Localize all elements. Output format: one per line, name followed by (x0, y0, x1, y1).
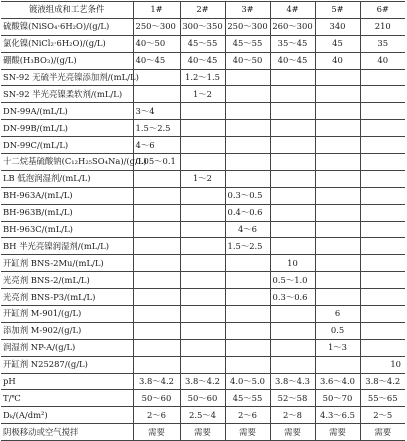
cell-bath-1 (133, 221, 180, 238)
cell-bath-5: 4.3～6.5 (315, 407, 360, 424)
cell-bath-2 (180, 204, 225, 221)
cell-bath-4: 40～45 (270, 52, 315, 69)
cell-bath-4: 260～300 (270, 18, 315, 35)
cell-bath-2 (180, 137, 225, 154)
cell-bath-5: 3.6～4.0 (315, 373, 360, 390)
cell-bath-5 (315, 137, 360, 154)
cell-bath-1 (133, 339, 180, 356)
table-row (1, 204, 405, 221)
table-row (1, 339, 405, 356)
cell-bath-6 (360, 154, 405, 171)
cell-bath-4 (270, 306, 315, 323)
cell-bath-2: 1～2 (180, 170, 225, 187)
row-label: pH (1, 373, 133, 390)
cell-bath-4: 0.5～1.0 (270, 272, 315, 289)
cell-bath-3: 需要 (225, 424, 270, 441)
header-col-4: 4# (270, 2, 315, 19)
header-col-2: 2# (180, 2, 225, 19)
cell-bath-4 (270, 339, 315, 356)
cell-bath-2: 40～45 (180, 52, 225, 69)
cell-bath-1 (133, 187, 180, 204)
row-label: T/℃ (1, 390, 133, 407)
cell-bath-5: 45 (315, 35, 360, 52)
cell-bath-4 (270, 137, 315, 154)
table-row (1, 238, 405, 255)
cell-bath-4 (270, 154, 315, 171)
table-row (1, 373, 405, 390)
cell-bath-6: 10 (360, 356, 405, 373)
plating-bath-table (1, 1, 405, 441)
cell-bath-6 (360, 255, 405, 272)
cell-bath-1 (133, 272, 180, 289)
header-composition: 镀液组成和工艺条件 (1, 2, 133, 19)
cell-bath-2 (180, 339, 225, 356)
cell-bath-5 (315, 86, 360, 103)
table-row (1, 69, 405, 86)
cell-bath-1 (133, 356, 180, 373)
cell-bath-2 (180, 255, 225, 272)
cell-bath-6: 2～5 (360, 407, 405, 424)
row-label: 硼酸(H₃BO₃)/(g/L) (1, 52, 133, 69)
cell-bath-3: 250～300 (225, 18, 270, 35)
cell-bath-6 (360, 238, 405, 255)
cell-bath-2 (180, 154, 225, 171)
header-col-3: 3# (225, 2, 270, 19)
cell-bath-4 (270, 69, 315, 86)
cell-bath-3 (225, 69, 270, 86)
cell-bath-3: 0.3～0.5 (225, 187, 270, 204)
cell-bath-5 (315, 103, 360, 120)
cell-bath-1: 3.8～4.2 (133, 373, 180, 390)
table-row (1, 35, 405, 52)
cell-bath-1: 250～300 (133, 18, 180, 35)
cell-bath-2 (180, 289, 225, 306)
cell-bath-1 (133, 322, 180, 339)
cell-bath-3 (225, 137, 270, 154)
cell-bath-3: 45～55 (225, 35, 270, 52)
cell-bath-5 (315, 120, 360, 137)
table-row (1, 255, 405, 272)
row-label: 添加剂 M-902/(g/L) (1, 322, 133, 339)
cell-bath-2 (180, 356, 225, 373)
table-row (1, 272, 405, 289)
table-row (1, 356, 405, 373)
cell-bath-3 (225, 103, 270, 120)
cell-bath-6: 3.8～4.2 (360, 373, 405, 390)
cell-bath-2: 需要 (180, 424, 225, 441)
cell-bath-1 (133, 289, 180, 306)
row-label: 氯化镍(NiCl₂·6H₂O)/(g/L) (1, 35, 133, 52)
row-label: BH-963A/(mL/L) (1, 187, 133, 204)
cell-bath-6: 55～65 (360, 390, 405, 407)
cell-bath-3: 4～6 (225, 221, 270, 238)
cell-bath-6 (360, 289, 405, 306)
header-col-6: 6# (360, 2, 405, 19)
cell-bath-1: 1.5～2.5 (133, 120, 180, 137)
table-row (1, 120, 405, 137)
row-label: DN-99A/(mL/L) (1, 103, 133, 120)
cell-bath-6 (360, 120, 405, 137)
cell-bath-4 (270, 238, 315, 255)
cell-bath-5 (315, 221, 360, 238)
cell-bath-3: 4.0～5.0 (225, 373, 270, 390)
cell-bath-3 (225, 255, 270, 272)
cell-bath-2 (180, 187, 225, 204)
cell-bath-5 (315, 69, 360, 86)
cell-bath-2 (180, 306, 225, 323)
cell-bath-1: 2～6 (133, 407, 180, 424)
cell-bath-5 (315, 289, 360, 306)
cell-bath-5 (315, 170, 360, 187)
cell-bath-6 (360, 221, 405, 238)
table-row (1, 221, 405, 238)
cell-bath-6: 需要 (360, 424, 405, 441)
cell-bath-5: 0.5 (315, 322, 360, 339)
cell-bath-6: 40 (360, 52, 405, 69)
table-row (1, 289, 405, 306)
cell-bath-6: 35 (360, 35, 405, 52)
cell-bath-3 (225, 170, 270, 187)
table-row (1, 306, 405, 323)
cell-bath-2: 1.2～1.5 (180, 69, 225, 86)
cell-bath-3 (225, 120, 270, 137)
row-label: 十二烷基硫酸钠(C₁₂H₂₅SO₄Na)/(g/L) (1, 154, 133, 171)
table-body (1, 18, 405, 440)
cell-bath-3 (225, 154, 270, 171)
cell-bath-6 (360, 339, 405, 356)
cell-bath-6 (360, 306, 405, 323)
cell-bath-6 (360, 170, 405, 187)
cell-bath-5 (315, 154, 360, 171)
row-label: DN-99C/(mL/L) (1, 137, 133, 154)
cell-bath-5 (315, 187, 360, 204)
cell-bath-4 (270, 221, 315, 238)
cell-bath-1: 50～60 (133, 390, 180, 407)
row-label: LB 低泡润湿剂/(mL/L) (1, 170, 133, 187)
cell-bath-4: 10 (270, 255, 315, 272)
cell-bath-4: 52～58 (270, 390, 315, 407)
cell-bath-5: 50～70 (315, 390, 360, 407)
cell-bath-1: 0.05～0.1 (133, 154, 180, 171)
cell-bath-6: 210 (360, 18, 405, 35)
cell-bath-5: 40 (315, 52, 360, 69)
cell-bath-4 (270, 356, 315, 373)
cell-bath-4: 3.8～4.3 (270, 373, 315, 390)
cell-bath-5 (315, 255, 360, 272)
cell-bath-3 (225, 322, 270, 339)
cell-bath-2: 3.8～4.2 (180, 373, 225, 390)
cell-bath-3 (225, 339, 270, 356)
cell-bath-4: 2～8 (270, 407, 315, 424)
row-label: 硫酸镍(NiSO₄·6H₂O)/(g/L) (1, 18, 133, 35)
cell-bath-5 (315, 272, 360, 289)
header-col-1: 1# (133, 2, 180, 19)
row-label: 开缸剂 M-901/(g/L) (1, 306, 133, 323)
table-row (1, 170, 405, 187)
table-row (1, 187, 405, 204)
cell-bath-1: 40～45 (133, 52, 180, 69)
cell-bath-1 (133, 306, 180, 323)
cell-bath-2 (180, 272, 225, 289)
table-row (1, 390, 405, 407)
cell-bath-1 (133, 170, 180, 187)
row-label: BH-963B/(mL/L) (1, 204, 133, 221)
cell-bath-5 (315, 238, 360, 255)
cell-bath-5: 需要 (315, 424, 360, 441)
table-row (1, 52, 405, 69)
cell-bath-3 (225, 272, 270, 289)
cell-bath-4 (270, 120, 315, 137)
row-label: 开缸剂 N25287/(g/L) (1, 356, 133, 373)
table-row (1, 424, 405, 441)
cell-bath-6 (360, 187, 405, 204)
row-label: BH 半光亮镍润湿剂/(mL/L) (1, 238, 133, 255)
cell-bath-2 (180, 322, 225, 339)
row-label: 阴极移动或空气搅拌 (1, 424, 133, 441)
cell-bath-2 (180, 103, 225, 120)
cell-bath-1: 40～50 (133, 35, 180, 52)
cell-bath-3: 45～55 (225, 390, 270, 407)
cell-bath-6 (360, 204, 405, 221)
cell-bath-5: 340 (315, 18, 360, 35)
cell-bath-3: 0.4～0.6 (225, 204, 270, 221)
row-label: SN-92 半光亮镍柔软剂/(mL/L) (1, 86, 133, 103)
table-row (1, 103, 405, 120)
cell-bath-5 (315, 204, 360, 221)
cell-bath-1 (133, 69, 180, 86)
cell-bath-1 (133, 204, 180, 221)
cell-bath-6 (360, 322, 405, 339)
cell-bath-4 (270, 204, 315, 221)
cell-bath-2 (180, 238, 225, 255)
cell-bath-3 (225, 306, 270, 323)
cell-bath-4 (270, 187, 315, 204)
row-label: SN-92 无硫半光亮镍添加剂/(mL/L) (1, 69, 133, 86)
cell-bath-6 (360, 272, 405, 289)
cell-bath-6 (360, 69, 405, 86)
cell-bath-2 (180, 120, 225, 137)
cell-bath-4 (270, 322, 315, 339)
row-label: 润湿剂 NP-A/(g/L) (1, 339, 133, 356)
row-label: DN-99B/(mL/L) (1, 120, 133, 137)
cell-bath-2: 300～350 (180, 18, 225, 35)
table-row (1, 137, 405, 154)
cell-bath-5: 6 (315, 306, 360, 323)
cell-bath-2: 1～2 (180, 86, 225, 103)
cell-bath-1: 3～4 (133, 103, 180, 120)
table-row (1, 18, 405, 35)
cell-bath-6 (360, 137, 405, 154)
cell-bath-4 (270, 103, 315, 120)
cell-bath-1 (133, 255, 180, 272)
cell-bath-5 (315, 356, 360, 373)
cell-bath-3 (225, 289, 270, 306)
cell-bath-3: 40～50 (225, 52, 270, 69)
cell-bath-3 (225, 86, 270, 103)
cell-bath-1 (133, 238, 180, 255)
cell-bath-2: 45～55 (180, 35, 225, 52)
table-row (1, 154, 405, 171)
cell-bath-4: 需要 (270, 424, 315, 441)
cell-bath-1 (133, 86, 180, 103)
row-label: 光亮剂 BNS-2/(mL/L) (1, 272, 133, 289)
header-col-5: 5# (315, 2, 360, 19)
cell-bath-6 (360, 86, 405, 103)
cell-bath-4: 35～45 (270, 35, 315, 52)
cell-bath-2: 50～60 (180, 390, 225, 407)
cell-bath-4 (270, 86, 315, 103)
cell-bath-6 (360, 103, 405, 120)
row-label: BH-963C/(mL/L) (1, 221, 133, 238)
cell-bath-3: 2～6 (225, 407, 270, 424)
table-row (1, 322, 405, 339)
row-label: 光亮剂 BNS-P3/(mL/L) (1, 289, 133, 306)
cell-bath-5: 1～3 (315, 339, 360, 356)
cell-bath-3: 1.5～2.5 (225, 238, 270, 255)
row-label: 开缸剂 BNS-2Mu/(mL/L) (1, 255, 133, 272)
table-row (1, 86, 405, 103)
cell-bath-2 (180, 221, 225, 238)
cell-bath-3 (225, 356, 270, 373)
cell-bath-1: 需要 (133, 424, 180, 441)
row-label: Dₖ/(A/dm²) (1, 407, 133, 424)
cell-bath-4 (270, 170, 315, 187)
cell-bath-2: 2.5～4 (180, 407, 225, 424)
header-row (1, 2, 405, 19)
table-row (1, 407, 405, 424)
cell-bath-1: 4～6 (133, 137, 180, 154)
cell-bath-4: 0.3～0.6 (270, 289, 315, 306)
